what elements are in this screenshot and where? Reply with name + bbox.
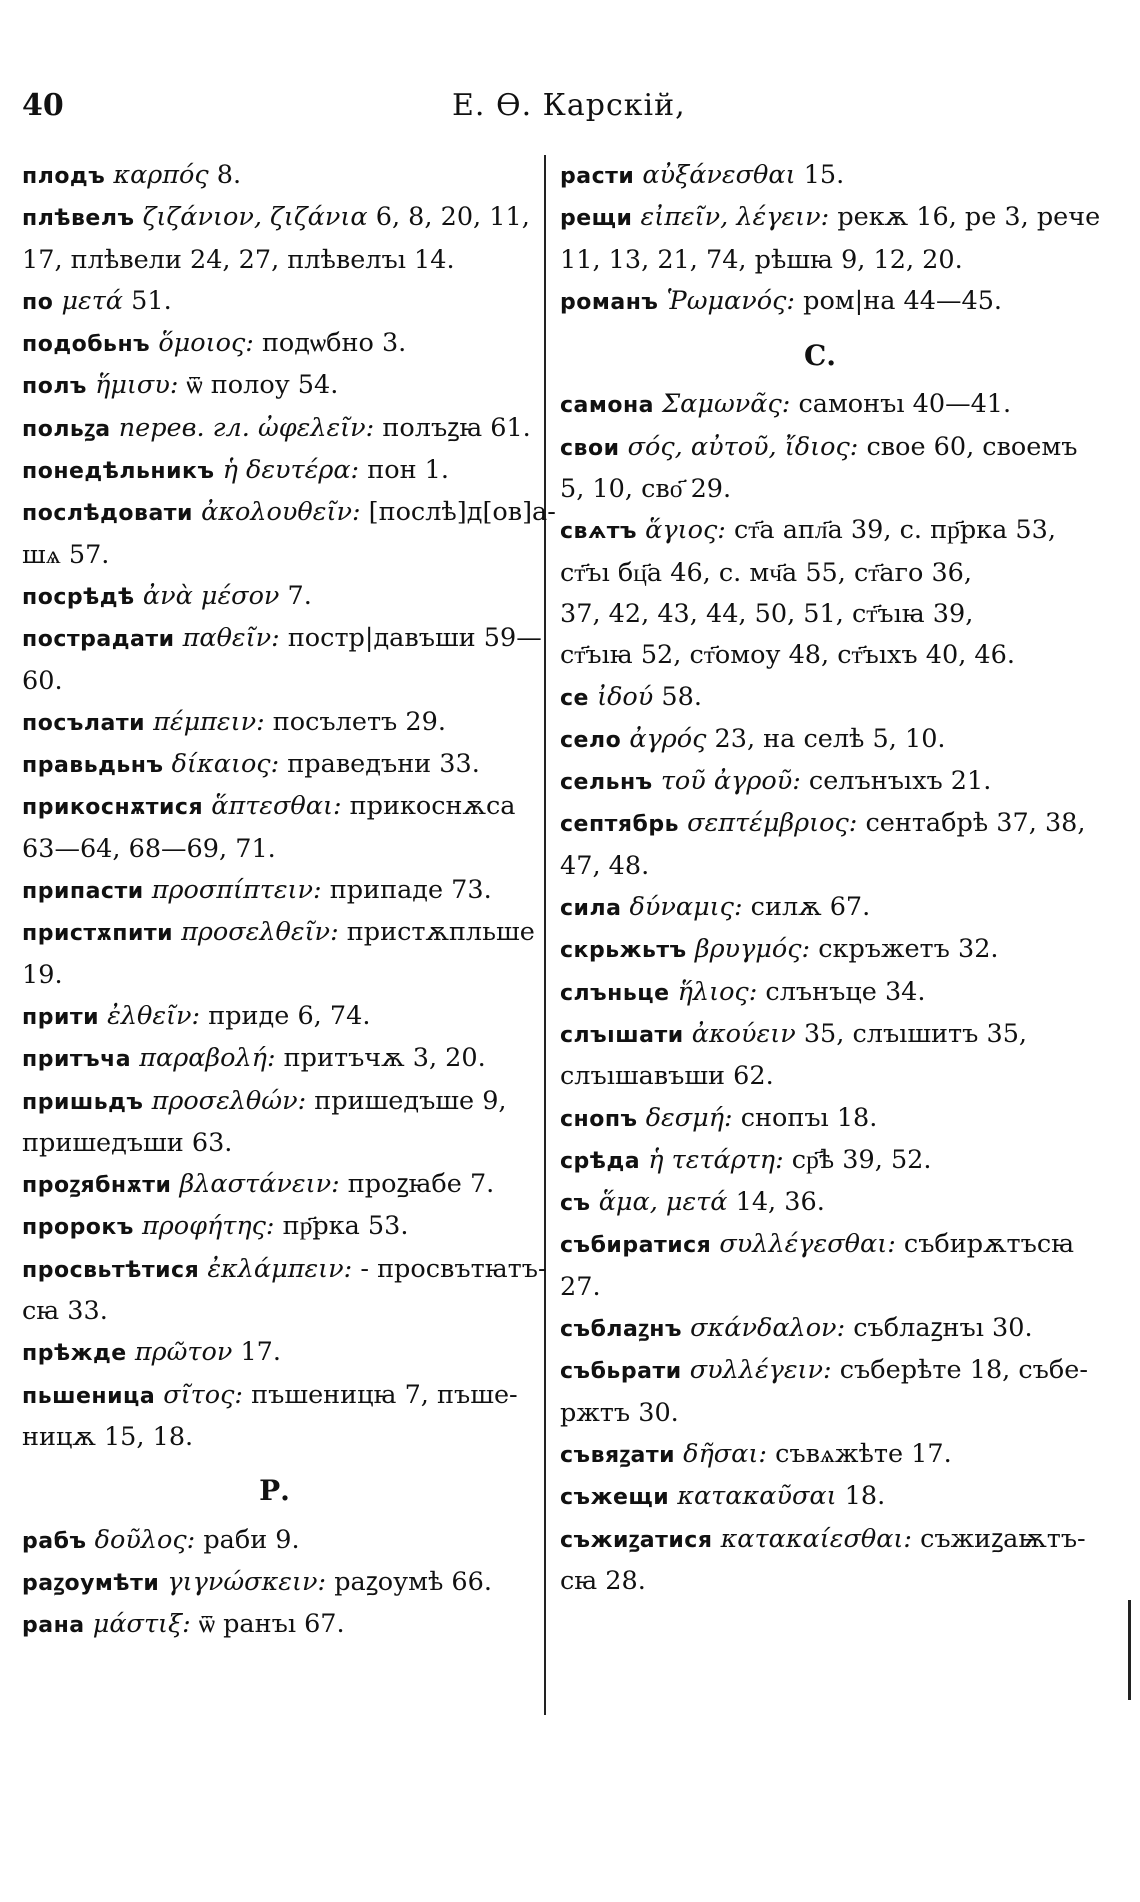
headword: правьдьнъ: [22, 753, 164, 779]
citation-forms: шѧ 57.: [22, 539, 110, 570]
dictionary-entry: [22, 661, 527, 702]
dictionary-entry: [22, 492, 556, 534]
citation-forms: 60.: [22, 665, 63, 696]
citation-forms: 37, 42, 43, 44, 50, 51, ст҃ъıꙗ 39,: [560, 598, 974, 629]
headword: слъıшати: [560, 1022, 684, 1048]
citation-forms: праведъни 33.: [287, 749, 480, 780]
dictionary-entry: [560, 1476, 1080, 1518]
dictionary-entry: [22, 1164, 527, 1206]
dictionary-entry: [22, 955, 527, 996]
dictionary-entry: [560, 281, 1080, 323]
dictionary-entry: [560, 887, 1080, 929]
dictionary-entry: [22, 576, 527, 618]
headword: раꙁоумѣти: [22, 1570, 160, 1596]
greek-gloss: δοῦλος:: [94, 1524, 196, 1555]
dictionary-entry: [22, 1604, 527, 1646]
citation-forms: сентабрѣ 37, 38,: [865, 808, 1086, 839]
greek-gloss: δύναμις:: [629, 892, 743, 923]
greek-gloss: ἥμισυ:: [95, 370, 179, 401]
greek-gloss: ἡ τετάρτη:: [648, 1144, 784, 1175]
greek-gloss: τοῦ ἀγροῦ:: [660, 766, 801, 797]
dictionary-entry: [22, 1291, 527, 1332]
headword: плодъ: [22, 164, 106, 189]
headword: се: [560, 685, 589, 711]
dictionary-entry: [560, 1224, 1080, 1266]
greek-gloss: προσελθεῖν:: [181, 917, 339, 948]
greek-gloss: καρπός: [113, 160, 209, 190]
citation-forms: 23, на селѣ 5, 10.: [714, 723, 946, 754]
headword: романъ: [560, 289, 659, 315]
dictionary-entry: [22, 744, 527, 786]
citation-forms: ѿ полоу 54.: [186, 370, 339, 401]
dictionary-entry: [22, 1332, 527, 1374]
greek-gloss: συλλέγειν:: [689, 1355, 832, 1386]
greek-gloss: εἰπεῖν, λέγειν:: [640, 202, 830, 233]
left-column: [22, 155, 556, 1646]
dictionary-entry: [22, 1206, 527, 1248]
dictionary-entry: [560, 1350, 1088, 1392]
greek-gloss: συλλέγεσθαι:: [719, 1229, 896, 1260]
citation-forms: раꙁоумѣ 66.: [334, 1566, 492, 1597]
citation-forms: свое 60, своемъ: [866, 431, 1078, 462]
dictionary-entry: [560, 155, 1080, 197]
citation-forms: 7.: [287, 580, 312, 611]
greek-gloss: ἀκούειν: [691, 1018, 796, 1049]
citation-forms: пъшеницꙗ 7, пъше-: [251, 1379, 518, 1410]
greek-gloss: κατακαῦσαι: [677, 1481, 837, 1512]
citation-forms: 51.: [131, 285, 172, 316]
dictionary-entry: [22, 323, 527, 365]
citation-forms: [послѣ]д[ов]а-: [368, 497, 556, 528]
dictionary-entry: [22, 1123, 527, 1164]
headword: польꙁа: [22, 416, 111, 442]
headword: рещи: [560, 206, 633, 232]
citation-forms: 27.: [560, 1271, 601, 1302]
headword: пристѫпити: [22, 921, 174, 947]
greek-gloss: σεπτέμβριος:: [687, 808, 858, 839]
headword: полъ: [22, 374, 87, 400]
dictionary-entry: [22, 618, 542, 660]
citation-forms: съблаꙁнъı 30.: [853, 1313, 1033, 1344]
greek-gloss: Σαμωνᾶς:: [662, 389, 791, 420]
citation-forms: ст҃а апл҃а 39, с. пр҃рка 53,: [733, 515, 1056, 546]
dictionary-entry: [560, 553, 1080, 594]
citation-forms: 8.: [216, 160, 242, 190]
dictionary-entry: [560, 972, 1080, 1014]
dictionary-entry: [22, 702, 527, 744]
left-entries: [22, 155, 556, 1458]
headword: прити: [22, 1004, 100, 1030]
citation-forms: 6, 8, 20, 11,: [375, 202, 530, 233]
headword: свои: [560, 435, 620, 461]
greek-gloss: ἀκολουθεῖν:: [201, 497, 361, 528]
citation-forms: 5, 10, сво҃ 29.: [560, 474, 732, 505]
page-edge-mark: [1128, 1600, 1131, 1700]
citation-forms: съберѣте 18, събе-: [839, 1355, 1088, 1386]
greek-gloss: προφήτης:: [142, 1211, 275, 1242]
dictionary-entry: [22, 1417, 527, 1458]
dictionary-entry: [560, 761, 1080, 803]
headword: съжиꙁатися: [560, 1527, 713, 1553]
section-letter-r: Р.: [259, 1474, 290, 1508]
greek-gloss: μάστιξ:: [92, 1609, 191, 1640]
column-divider: [544, 155, 546, 1715]
dictionary-entry: [560, 240, 1080, 281]
headword: прикоснѫтися: [22, 795, 204, 821]
dictionary-entry: [560, 1098, 1080, 1140]
citation-forms: пр҃рка 53.: [282, 1211, 409, 1242]
dictionary-entry: [560, 1140, 1080, 1182]
greek-gloss: ἐλθεῖν:: [107, 1000, 201, 1031]
right-entries: [560, 384, 1088, 1602]
headword: събиратися: [560, 1233, 712, 1259]
citation-forms: прикоснѫса: [349, 791, 516, 822]
dictionary-entry: [560, 803, 1086, 845]
greek-gloss: παθεῖν:: [182, 623, 280, 654]
dictionary-entry: [560, 846, 1080, 887]
headword: самона: [560, 393, 655, 419]
headword: слъньце: [560, 980, 670, 1006]
dictionary-entry: [560, 1056, 1080, 1097]
citation-forms: ст҃ъı бц҃а 46, с. мч҃а 55, ст҃аго 36,: [560, 557, 972, 588]
headword: подобьнъ: [22, 332, 151, 358]
dictionary-entry: [22, 786, 527, 828]
dictionary-entry: [560, 427, 1080, 469]
headword: по: [22, 289, 54, 315]
dictionary-entry: [560, 510, 1080, 552]
right-column: [560, 155, 1101, 1602]
citation-forms: 18.: [844, 1481, 886, 1512]
headword: пришьдъ: [22, 1089, 144, 1115]
headword: послѣдовати: [22, 501, 193, 527]
headword: посълати: [22, 710, 146, 736]
citation-forms: 63—64, 68—69, 71.: [22, 833, 276, 864]
headword: съблаꙁнъ: [560, 1317, 683, 1343]
headword: рана: [22, 1613, 85, 1639]
citation-forms: 19.: [22, 959, 63, 990]
citation-forms: проꙁꙗбе 7.: [347, 1169, 495, 1200]
dictionary-entry: [560, 1267, 1080, 1308]
citation-forms: пристѫпльше: [346, 917, 535, 948]
citation-forms: 11, 13, 21, 74, рѣшꙗ 9, 12, 20.: [560, 244, 963, 275]
greek-gloss: ἅγιος:: [645, 515, 726, 546]
citation-forms: ром|на 44—45.: [803, 285, 1003, 316]
page-header: [0, 88, 1140, 138]
headword: проꙁябнѫти: [22, 1173, 172, 1199]
greek-gloss: προσπίπτειν:: [151, 875, 322, 906]
headword: събьрати: [560, 1359, 682, 1385]
headword: прѣжде: [22, 1341, 127, 1367]
headword: съжещи: [560, 1485, 670, 1511]
greek-gloss: δεσμή:: [645, 1102, 733, 1133]
citation-forms: сꙗ 28.: [560, 1565, 646, 1596]
citation-forms: рекѫ 16, ре 3, рече: [837, 202, 1101, 233]
dictionary-entry: [560, 1561, 1080, 1602]
headword: съ: [560, 1191, 591, 1217]
dictionary-entry: [22, 912, 535, 954]
headword: притъча: [22, 1047, 132, 1073]
headword: пророкъ: [22, 1215, 134, 1241]
greek-gloss: γιγνώσκειν:: [167, 1566, 327, 1597]
headword: срѣда: [560, 1148, 641, 1174]
greek-gloss: ἡ δευτέρα:: [222, 455, 360, 486]
dictionary-entry: [22, 365, 527, 407]
greek-gloss: πρῶτον: [134, 1337, 233, 1368]
headword: припасти: [22, 879, 144, 905]
section-letter-s: С.: [803, 339, 837, 373]
dictionary-entry: [22, 1520, 527, 1562]
dictionary-entry: [22, 996, 527, 1038]
dictionary-entry: [560, 719, 1080, 761]
running-head: Е. Ѳ. Карскій,: [452, 88, 686, 123]
greek-gloss: ἀνὰ μέσον: [142, 580, 280, 611]
greek-gloss: ἅμα, μετά: [598, 1187, 728, 1218]
dictionary-entry: [22, 1562, 527, 1604]
headword: снопъ: [560, 1106, 638, 1132]
dictionary-entry: [22, 1081, 527, 1123]
citation-forms: припаде 73.: [329, 875, 492, 906]
greek-gloss: βρυγμός:: [694, 934, 811, 965]
headword: расти: [560, 164, 635, 189]
citation-forms: ницѫ 15, 18.: [22, 1421, 194, 1452]
dictionary-entry: [22, 197, 530, 239]
headword: сила: [560, 896, 622, 922]
greek-gloss: πέμπειν:: [153, 706, 265, 737]
headword: посрѣдѣ: [22, 584, 135, 610]
greek-gloss: μετά: [61, 285, 124, 316]
dictionary-entry: [22, 870, 527, 912]
headword: пострадати: [22, 627, 175, 653]
dictionary-entry: [560, 1393, 1080, 1434]
dictionary-entry: [560, 677, 1080, 719]
citation-forms: притъчѫ 3, 20.: [283, 1043, 486, 1074]
citation-forms: сꙗ 33.: [22, 1296, 108, 1327]
dictionary-entry: [560, 635, 1080, 676]
dictionary-entry: [560, 384, 1080, 426]
left-entries-after: [22, 1520, 527, 1647]
dictionary-entry: [22, 535, 527, 576]
greek-gloss: αὐξάνεσθαι: [642, 160, 796, 190]
dictionary-entry: [22, 408, 531, 450]
greek-gloss: ζιζάνιον, ζιζάνια: [142, 202, 368, 233]
citation-forms: ржтъ 30.: [560, 1397, 679, 1428]
greek-gloss: перев. гл. ὠφελεῖν:: [118, 412, 375, 443]
dictionary-entry: [22, 240, 527, 281]
page-number: 40: [22, 88, 64, 123]
greek-gloss: σκάνδαλον:: [690, 1313, 846, 1344]
dictionary-entry: [560, 1519, 1086, 1561]
dictionary-entry: [22, 1375, 527, 1417]
citation-forms: самонъı 40—41.: [798, 389, 1012, 420]
headword: понедѣльникъ: [22, 459, 215, 485]
greek-gloss: Ῥωμανός:: [666, 285, 796, 316]
headword: плѣвелъ: [22, 206, 135, 232]
citation-forms: ѿ ранъı 67.: [198, 1609, 345, 1640]
dictionary-entry: [22, 450, 527, 492]
greek-gloss: ἐκλάμπειν:: [207, 1253, 353, 1284]
headword: сельнъ: [560, 770, 653, 796]
headword: скрьжьтъ: [560, 938, 687, 964]
dictionary-entry: [22, 1249, 547, 1291]
dictionary-entry: [560, 594, 1080, 635]
dictionary-entry: [560, 469, 1080, 510]
dictionary-entry: [560, 1182, 1080, 1224]
greek-gloss: κατακαίεσθαι:: [720, 1523, 913, 1554]
greek-gloss: ἀγρός: [629, 723, 707, 754]
dictionary-entry: [560, 929, 1080, 971]
headword: свѧтъ: [560, 519, 638, 545]
citation-forms: 58.: [661, 681, 702, 712]
citation-forms: силѫ 67.: [750, 892, 871, 923]
citation-forms: 35, слъıшитъ 35,: [803, 1018, 1028, 1049]
greek-gloss: βλαστάνειν:: [179, 1169, 340, 1200]
citation-forms: събирѫтъсꙗ: [903, 1229, 1075, 1260]
citation-forms: 17.: [240, 1337, 282, 1368]
right-entries-before: [560, 155, 1101, 323]
headword: септябрь: [560, 812, 680, 838]
greek-gloss: ὅμοιος:: [158, 328, 254, 359]
headword: просвьтѣтися: [22, 1257, 200, 1283]
citation-forms: селънъıхъ 21.: [808, 766, 992, 797]
citation-forms: пон 1.: [367, 455, 450, 486]
citation-forms: слънъце 34.: [765, 976, 926, 1007]
headword: село: [560, 727, 622, 753]
citation-forms: 17, плѣвели 24, 27, плѣвелъı 14.: [22, 244, 455, 275]
citation-forms: пришедъши 63.: [22, 1127, 233, 1158]
greek-gloss: ἥλιος:: [677, 976, 758, 1007]
greek-gloss: παραβολή:: [139, 1043, 276, 1074]
greek-gloss: σός, αὐτοῦ, ἴδιος:: [627, 431, 859, 462]
citation-forms: слъıшавъши 62.: [560, 1061, 774, 1092]
greek-gloss: δῆσαι:: [683, 1438, 767, 1469]
dictionary-entry: [560, 1308, 1080, 1350]
headword: съвяꙁати: [560, 1442, 676, 1468]
dictionary-entry: [22, 281, 527, 323]
citation-forms: снопъı 18.: [740, 1102, 878, 1133]
citation-forms: посълетъ 29.: [272, 706, 446, 737]
citation-forms: ср҃ѣ 39, 52.: [791, 1144, 932, 1175]
headword: рабъ: [22, 1528, 87, 1554]
citation-forms: съвѧжѣте 17.: [775, 1438, 952, 1469]
dictionary-entry: [560, 197, 1101, 239]
dictionary-entry: [22, 1038, 527, 1080]
citation-forms: съжиꙁаѭтъ-: [920, 1523, 1086, 1554]
citation-forms: приде 6, 74.: [208, 1000, 371, 1031]
greek-gloss: ἰδού: [597, 681, 654, 712]
greek-gloss: σῖτος:: [163, 1379, 244, 1410]
citation-forms: 47, 48.: [560, 850, 650, 881]
headword: пьшеница: [22, 1383, 156, 1409]
dictionary-entry: [22, 155, 527, 197]
citation-forms: - просвътꙗтъ-: [360, 1253, 547, 1284]
citation-forms: пришедъше 9,: [314, 1085, 507, 1116]
citation-forms: 14, 36.: [735, 1187, 825, 1218]
citation-forms: ст҃ъıꙗ 52, ст҃омоу 48, ст҃ъıхъ 40, 46.: [560, 640, 1015, 671]
citation-forms: скръжетъ 32.: [818, 934, 999, 965]
greek-gloss: προσελθών:: [151, 1085, 307, 1116]
dictionary-entry: [560, 1014, 1080, 1056]
citation-forms: полъꙁꙗ 61.: [382, 412, 531, 443]
dictionary-entry: [560, 1434, 1080, 1476]
dictionary-entry: [22, 829, 527, 870]
citation-forms: раби 9.: [203, 1524, 300, 1555]
citation-forms: подѡбно 3.: [261, 328, 407, 359]
greek-gloss: δίκαιος:: [171, 749, 280, 780]
citation-forms: 15.: [803, 160, 845, 190]
greek-gloss: ἅπτεσθαι:: [211, 791, 342, 822]
citation-forms: постр|давъши 59—: [287, 623, 542, 654]
